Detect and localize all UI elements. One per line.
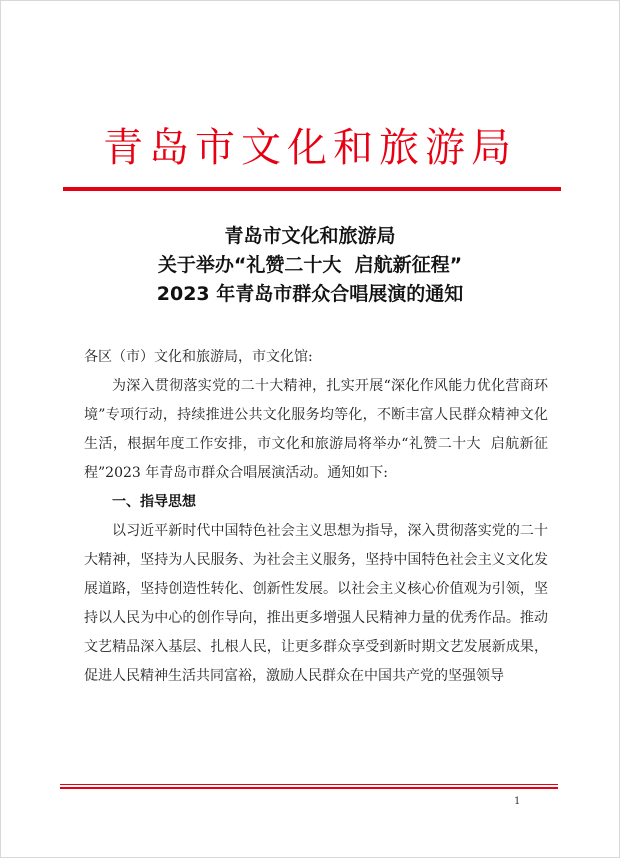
red-divider-bottom-thin [60, 784, 558, 785]
page-number: 1 [514, 796, 521, 807]
section-heading-guiding-ideology: 一、指导思想 [112, 494, 196, 510]
title-line-2: 关于举办“礼赞二十大 启航新征程” [157, 254, 463, 276]
document-title [0, 222, 620, 309]
title-line-1: 青岛市文化和旅游局 [224, 225, 396, 247]
salutation: 各区（市）文化和旅游局，市文化馆: [84, 349, 313, 365]
title-line-3: 2023 年青岛市群众合唱展演的通知 [156, 283, 464, 305]
organization-header: 青岛市文化和旅游局 [103, 125, 517, 171]
red-divider-top [63, 187, 561, 191]
paragraph-guiding-ideology: 以习近平新时代中国特色社会主义思想为指导，深入贯彻落实党的二十大精神，坚持为人民服务、为社会主义服务，坚持中国特色社会主义文化发展道路，坚持创造性转化、创新性发展。以社会主义核心价值观为引领，坚持以人民为中心的创作导向，推出更多增强人民精神力量的优秀作品。推动文艺精品深入基层、扎根人民，让更多群众享受到新时期文艺发展新成果，促进人民精神生活共同富裕，激励人民群众在中国共产党的坚强领导 [84, 523, 548, 684]
red-divider-bottom-thick [60, 787, 558, 789]
paragraph-intro: 为深入贯彻落实党的二十大精神，扎实开展“深化作风能力优化营商环境”专项行动，持续推进公共文化服务均等化，不断丰富人民群众精神文化生活，根据年度工作安排，市文化和旅游局将举办“礼赞二十大 启航新征程”2023 年青岛市群众合唱展演活动。通知如下: [84, 378, 548, 481]
document-body [84, 343, 548, 691]
